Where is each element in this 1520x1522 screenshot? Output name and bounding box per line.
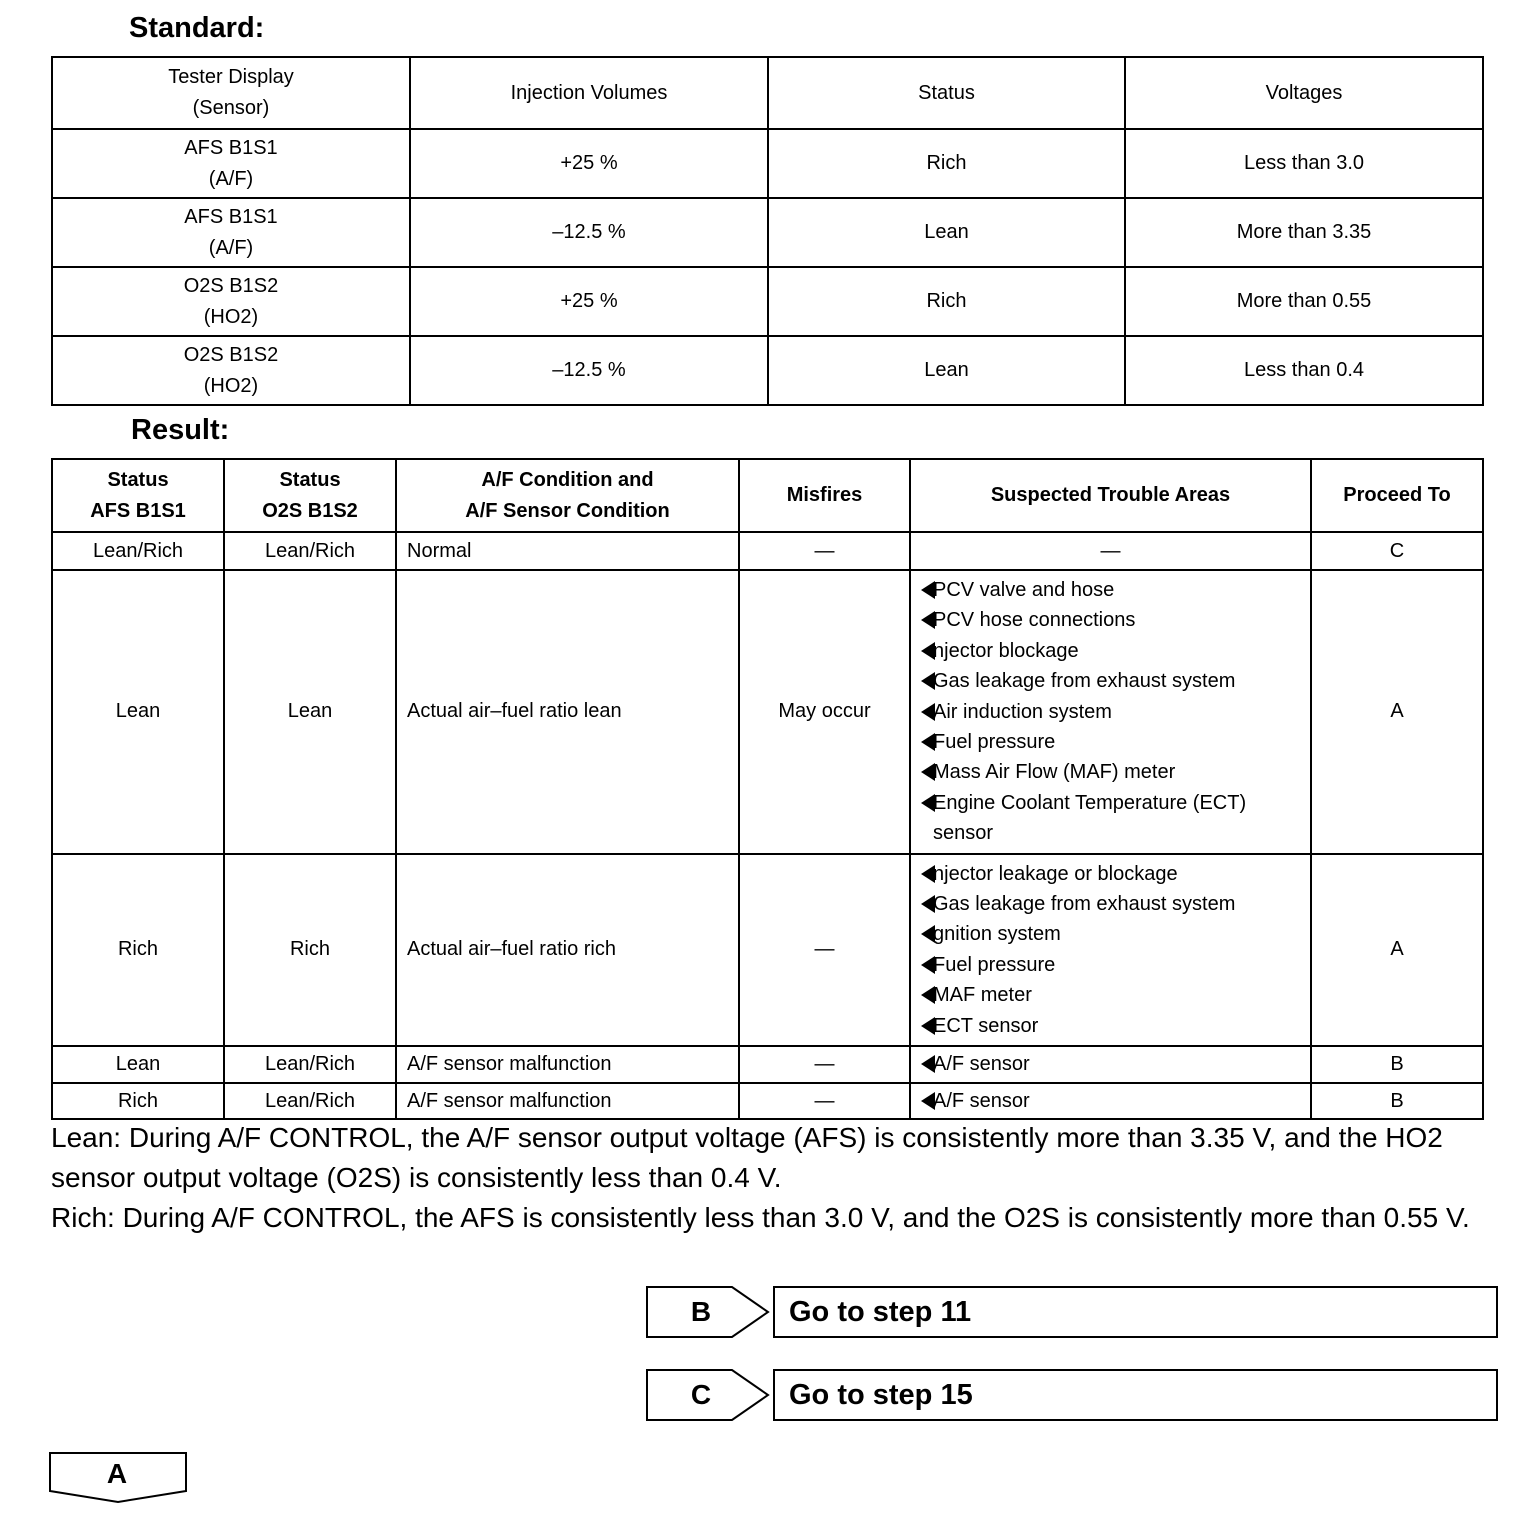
trouble-areas-cell — [910, 570, 1311, 854]
go-to-step-button[interactable]: Go to step 11 — [773, 1286, 1498, 1338]
proceed-letter: B — [690, 1296, 712, 1327]
injection-cell: –12.5 % — [410, 336, 768, 405]
afs-status-cell: Lean/Rich — [52, 532, 224, 570]
proceed-a-tab[interactable] — [49, 1452, 189, 1504]
afs-status-cell: Rich — [52, 854, 224, 1046]
header-status-afs: Status AFS B1S1 — [52, 459, 224, 532]
list-item: gnition system — [921, 919, 1302, 949]
table-row — [52, 854, 1483, 1046]
misfires-cell: — — [739, 532, 910, 570]
header-injection-volumes: Injection Volumes — [410, 57, 768, 129]
sensor-cell: O2S B1S2 (HO2) — [52, 267, 410, 336]
list-item: A/F sensor — [921, 1086, 1302, 1116]
proceed-c-row[interactable] — [646, 1369, 1484, 1421]
condition-cell: Actual air–fuel ratio rich — [396, 854, 739, 1046]
notes — [51, 1118, 1491, 1238]
header-suspected-trouble-areas: Suspected Trouble Areas — [910, 459, 1311, 532]
list-item: Mass Air Flow (MAF) meter — [921, 757, 1302, 787]
result-header-row — [52, 459, 1483, 532]
table-row — [52, 1083, 1483, 1119]
voltage-cell: More than 0.55 — [1125, 267, 1483, 336]
misfires-cell: May occur — [739, 570, 910, 854]
sensor-cell: AFS B1S1 (A/F) — [52, 198, 410, 267]
proceed-cell: C — [1311, 532, 1483, 570]
trouble-areas-cell — [910, 854, 1311, 1046]
header-tester-display: Tester Display (Sensor) — [52, 57, 410, 129]
list-item: ECT sensor — [921, 1011, 1302, 1041]
voltage-cell: Less than 0.4 — [1125, 336, 1483, 405]
proceed-cell: B — [1311, 1046, 1483, 1083]
sensor-cell: O2S B1S2 (HO2) — [52, 336, 410, 405]
condition-cell: Normal — [396, 532, 739, 570]
afs-status-cell: Lean — [52, 570, 224, 854]
table-row — [52, 198, 1483, 267]
header-af-condition: A/F Condition and A/F Sensor Condition — [396, 459, 739, 532]
status-cell: Lean — [768, 336, 1125, 405]
rich-note: Rich: During A/F CONTROL, the AFS is consistently less than 3.0 V, and the O2S is consistently more than 0.55 V. — [51, 1202, 1470, 1233]
sensor-cell: AFS B1S1 (A/F) — [52, 129, 410, 198]
proceed-letter: C — [690, 1379, 712, 1410]
standard-heading: Standard: — [129, 12, 265, 44]
result-table — [51, 458, 1484, 1120]
misfires-cell: — — [739, 1046, 910, 1083]
header-status: Status — [768, 57, 1125, 129]
standard-header-row — [52, 57, 1483, 129]
list-item: MAF meter — [921, 980, 1302, 1010]
condition-cell: A/F sensor malfunction — [396, 1046, 739, 1083]
injection-cell: +25 % — [410, 267, 768, 336]
misfires-cell: — — [739, 1083, 910, 1119]
o2s-status-cell: Lean/Rich — [224, 1046, 396, 1083]
proceed-cell: B — [1311, 1083, 1483, 1119]
afs-status-cell: Lean — [52, 1046, 224, 1083]
table-row — [52, 336, 1483, 405]
list-item: PCV valve and hose — [921, 575, 1302, 605]
injection-cell: +25 % — [410, 129, 768, 198]
status-cell: Rich — [768, 267, 1125, 336]
list-item: njector blockage — [921, 636, 1302, 666]
table-row — [52, 532, 1483, 570]
status-cell: Rich — [768, 129, 1125, 198]
table-row — [52, 129, 1483, 198]
proceed-cell: A — [1311, 570, 1483, 854]
list-item: A/F sensor — [921, 1049, 1302, 1079]
list-item: Engine Coolant Temperature (ECT) sensor — [921, 788, 1302, 849]
o2s-status-cell: Lean — [224, 570, 396, 854]
condition-cell: A/F sensor malfunction — [396, 1083, 739, 1119]
list-item: Air induction system — [921, 697, 1302, 727]
lean-note: Lean: During A/F CONTROL, the A/F sensor output voltage (AFS) is consistently more than 3.35 V, and the HO2 sensor output voltage (O2S) is consistently less than 0.4 V. — [51, 1122, 1443, 1193]
list-item: Fuel pressure — [921, 950, 1302, 980]
list-item: PCV hose connections — [921, 605, 1302, 635]
misfires-cell: — — [739, 854, 910, 1046]
standard-table — [51, 56, 1484, 406]
table-row — [52, 1046, 1483, 1083]
trouble-areas-cell: — — [910, 532, 1311, 570]
result-heading: Result: — [131, 414, 230, 446]
injection-cell: –12.5 % — [410, 198, 768, 267]
table-row — [52, 570, 1483, 854]
proceed-letter: A — [106, 1458, 128, 1489]
afs-status-cell: Rich — [52, 1083, 224, 1119]
o2s-status-cell: Lean/Rich — [224, 1083, 396, 1119]
trouble-areas-cell — [910, 1083, 1311, 1119]
table-row — [52, 267, 1483, 336]
list-item: njector leakage or blockage — [921, 859, 1302, 889]
proceed-b-row[interactable] — [646, 1286, 1484, 1338]
list-item: Fuel pressure — [921, 727, 1302, 757]
list-item: Gas leakage from exhaust system — [921, 889, 1302, 919]
voltage-cell: More than 3.35 — [1125, 198, 1483, 267]
status-cell: Lean — [768, 198, 1125, 267]
trouble-areas-cell — [910, 1046, 1311, 1083]
list-item: Gas leakage from exhaust system — [921, 666, 1302, 696]
header-voltages: Voltages — [1125, 57, 1483, 129]
condition-cell: Actual air–fuel ratio lean — [396, 570, 739, 854]
go-to-step-button[interactable]: Go to step 15 — [773, 1369, 1498, 1421]
o2s-status-cell: Lean/Rich — [224, 532, 396, 570]
o2s-status-cell: Rich — [224, 854, 396, 1046]
header-proceed-to: Proceed To — [1311, 459, 1483, 532]
proceed-cell: A — [1311, 854, 1483, 1046]
header-misfires: Misfires — [739, 459, 910, 532]
header-status-o2s: Status O2S B1S2 — [224, 459, 396, 532]
voltage-cell: Less than 3.0 — [1125, 129, 1483, 198]
